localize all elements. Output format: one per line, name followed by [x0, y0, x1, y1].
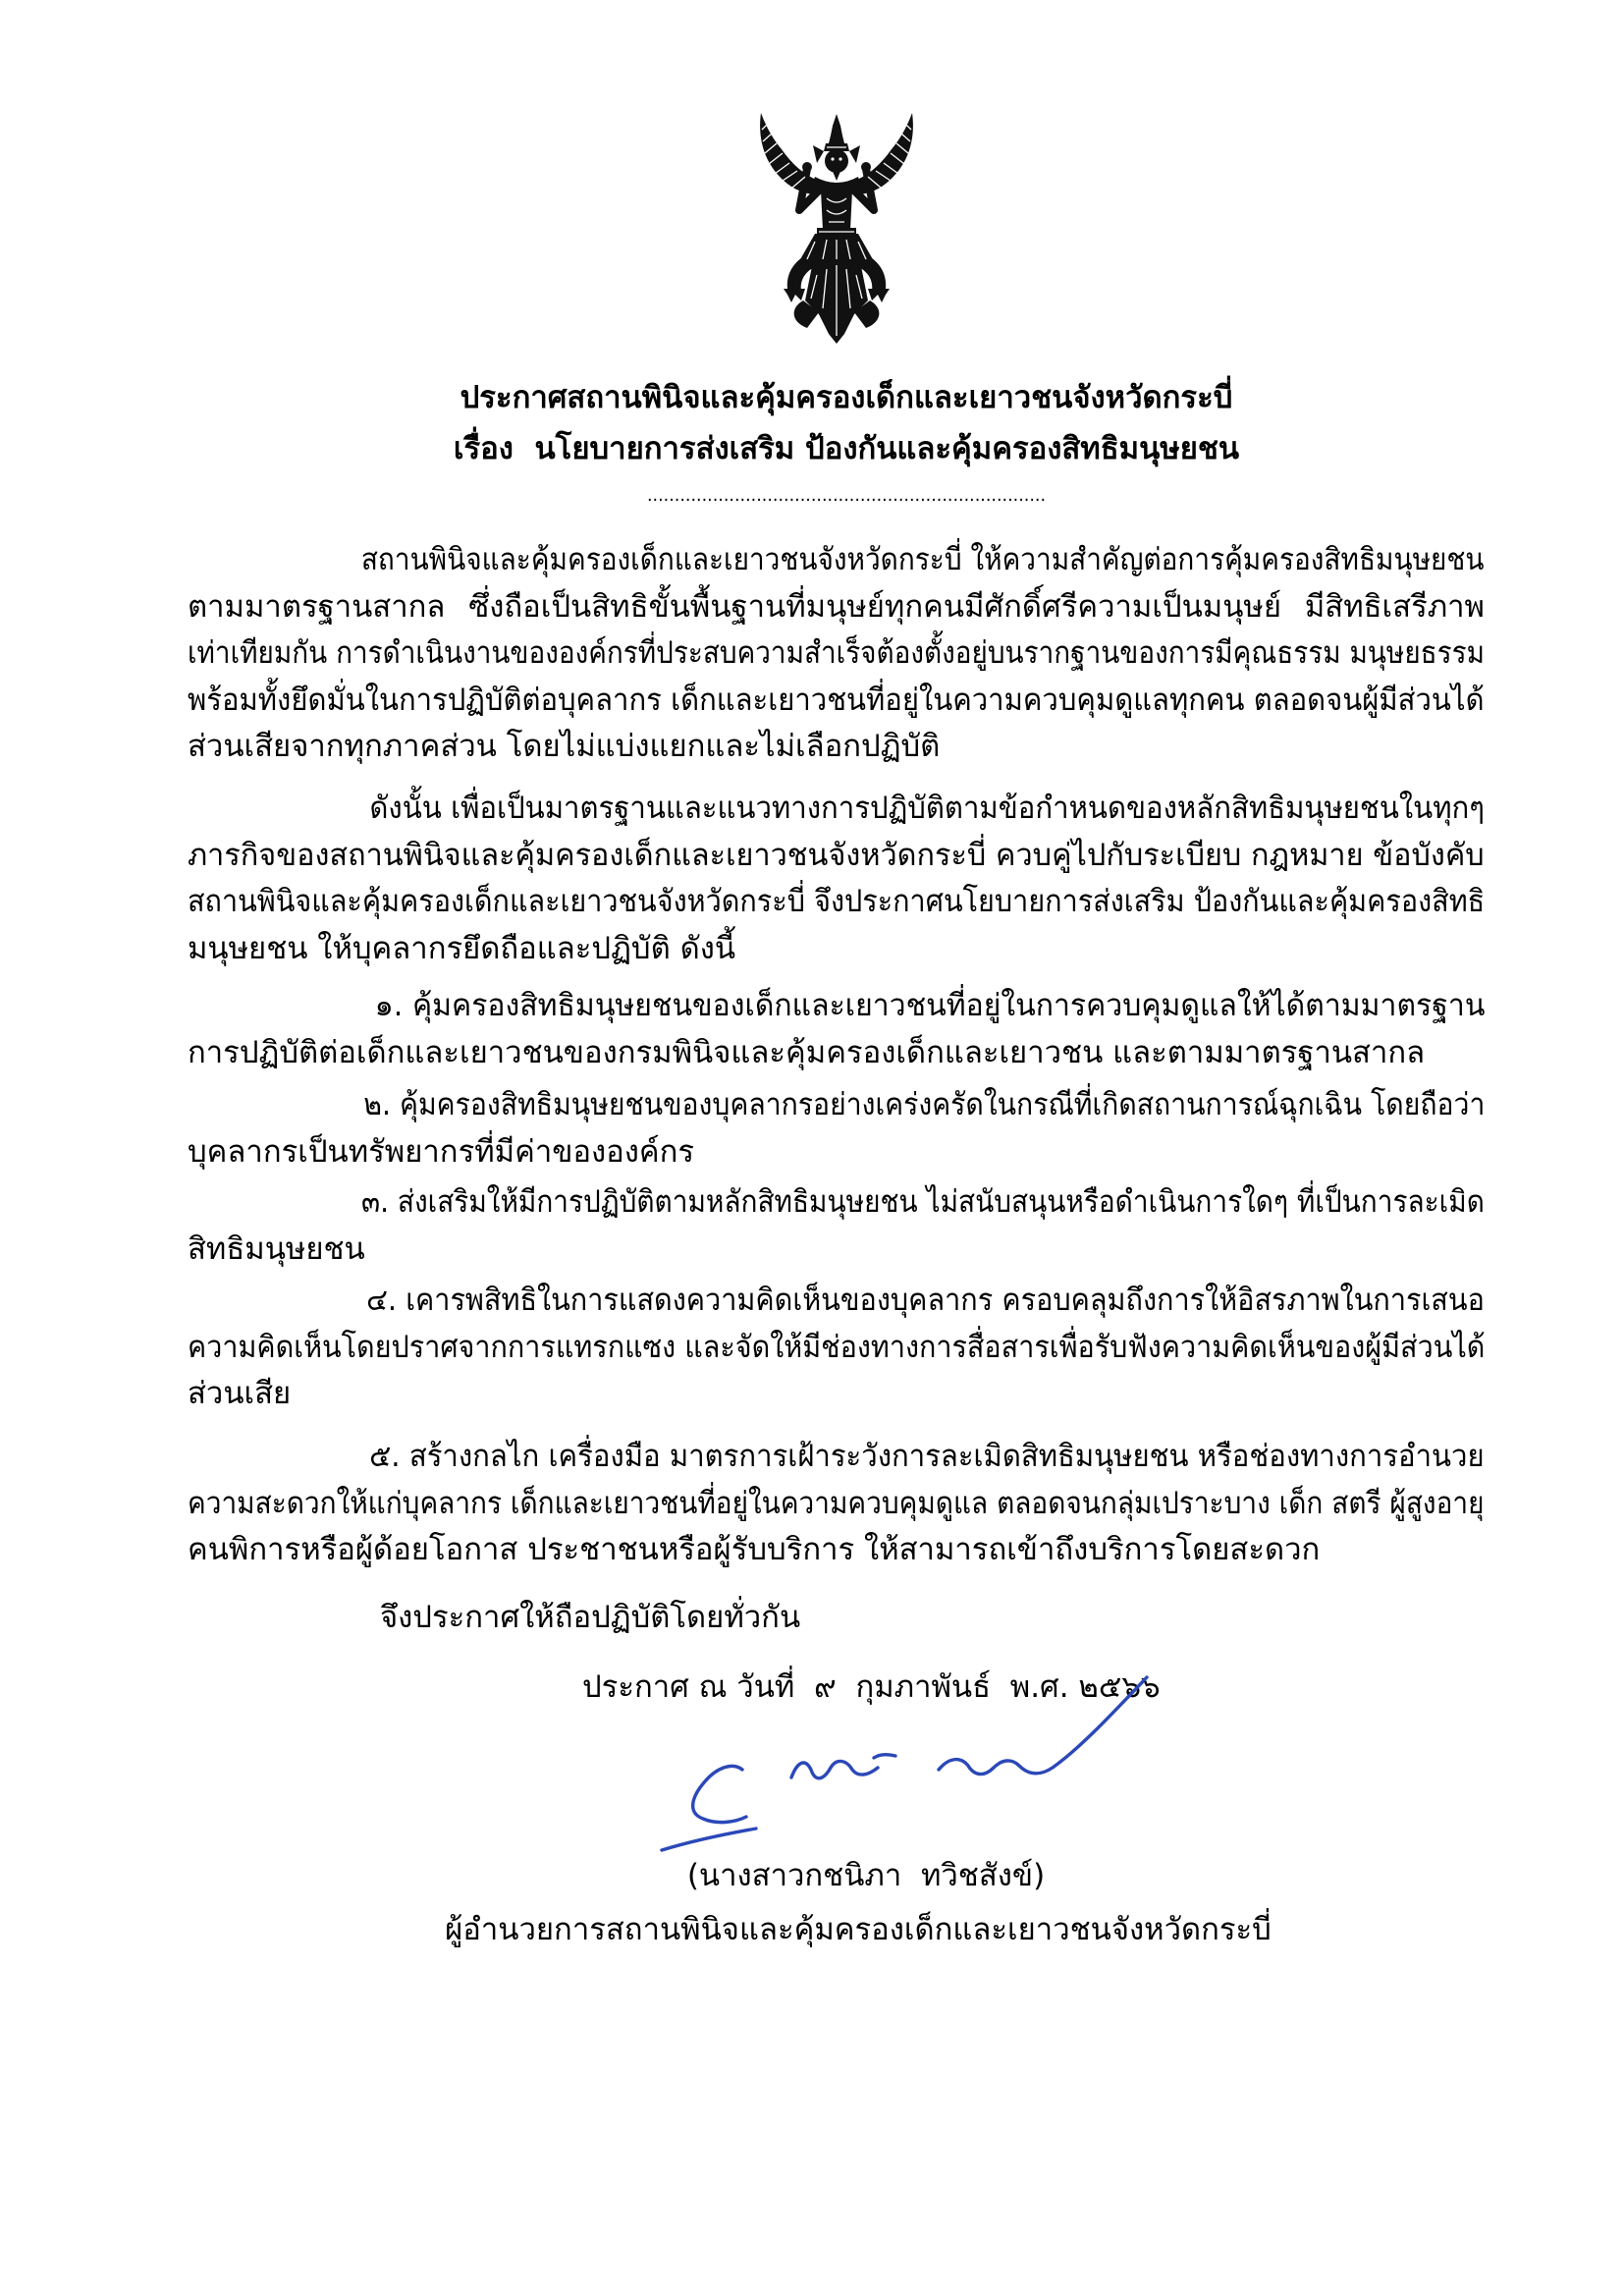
policy-intro-paragraph [188, 786, 1485, 972]
announcement-title: ประกาศสถานพินิจและคุ้มครองเด็กและเยาวชนจังหวัดกระบี่ [460, 380, 1233, 415]
policy-item-line: ๔. เคารพสิทธิในการแสดงความคิดเห็นของบุคลากร ครอบคลุมถึงการให้อิสรภาพในการเสนอ [366, 1283, 1485, 1318]
policy-item-line: ๑. คุ้มครองสิทธิมนุษยชนของเด็กและเยาวชนที่อยู่ในการควบคุมดูแลให้ได้ตามมาตรฐาน [374, 988, 1486, 1023]
announcement-subject: เรื่อง นโยบายการส่งเสริม ป้องกันและคุ้มครองสิทธิมนุษยชน [453, 431, 1240, 466]
intro-line: พร้อมทั้งยึดมั่นในการปฏิบัติต่อบุคลากร เด็กและเยาวชนที่อยู่ในความควบคุมดูแลทุกคน ตลอดจนผู้มีส่วนได้ [188, 682, 1485, 718]
policy-item-line: ๓. ส่งเสริมให้มีการปฏิบัติตามหลักสิทธิมนุษยชน ไม่สนับสนุนหรือดำเนินการใดๆ ที่เป็นการละเมิด [360, 1184, 1485, 1220]
handwritten-signature [648, 1660, 1159, 1856]
intro-line: เท่าเทียมกัน การดำเนินงานขององค์กรที่ประสบความสำเร็จต้องตั้งอยู่บนรากฐานของการมีคุณธรรม มนุษยธรรม [188, 635, 1486, 672]
policy-intro-line: มนุษยชน ให้บุคลากรยึดถือและปฏิบัติ ดังนี้ [188, 930, 736, 966]
intro-line: ส่วนเสียจากทุกภาคส่วน โดยไม่แบ่งแยกและไม่เลือกปฏิบัติ [188, 729, 941, 765]
closing-statement: จึงประกาศให้ถือปฏิบัติโดยทั่วกัน [380, 1600, 801, 1635]
signer-name: (นางสาวกชนิภา ทวิชสังข์) [686, 1858, 1046, 1893]
policy-item-line: ความคิดเห็นโดยปราศจากการแทรกแซง และจัดให้มีช่องทางการสื่อสารเพื่อรับฟังความคิดเห็นของผู้มีส่วนได้ [188, 1329, 1486, 1365]
policy-item-line: คนพิการหรือผู้ด้อยโอกาส ประชาชนหรือผู้รับบริการ ให้สามารถเข้าถึงบริการโดยสะดวก [188, 1532, 1321, 1568]
policy-intro-line: ดังนั้น เพื่อเป็นมาตรฐานและแนวทางการปฏิบัติตามข้อกำหนดของหลักสิทธิมนุษยชนในทุกๆ [369, 791, 1486, 826]
policy-item-line: ๕. สร้างกลไก เครื่องมือ มาตรการเฝ้าระวังการละเมิดสิทธิมนุษยชน หรือช่องทางการอำนวย [369, 1439, 1485, 1474]
policy-item-4 [188, 1278, 1485, 1418]
policy-item-3 [188, 1179, 1485, 1273]
garuda-emblem [758, 112, 915, 344]
policy-item-line: สิทธิมนุษยชน [188, 1230, 365, 1267]
title-separator: ......................................................................... [646, 486, 1047, 506]
policy-intro-line: สถานพินิจและคุ้มครองเด็กและเยาวชนจังหวัดกระบี่ จึงประกาศนโยบายการส่งเสริม ป้องกันและคุ้มครองสิทธิ [188, 884, 1486, 920]
intro-paragraph [188, 537, 1485, 771]
signer-position: ผู้อำนวยการสถานพินิจและคุ้มครองเด็กและเยาวชนจังหวัดกระบี่ [445, 1912, 1272, 1947]
policy-item-line: ความสะดวกให้แก่บุคลากร เด็กและเยาวชนที่อยู่ในความควบคุมดูแล ตลอดจนกลุ่มเปราะบาง เด็ก สตรี ผู้สูงอายุ [188, 1485, 1485, 1521]
intro-line: ตามมาตรฐานสากล ซึ่งถือเป็นสิทธิขั้นพื้นฐานที่มนุษย์ทุกคนมีศักดิ์ศรีความเป็นมนุษย์ มีสิทธิเสรีภาพ [188, 588, 1485, 625]
policy-item-line: การปฏิบัติต่อเด็กและเยาวชนของกรมพินิจและคุ้มครองเด็กและเยาวชน และตามมาตรฐานสากล [188, 1034, 1426, 1070]
policy-item-line: ๒. คุ้มครองสิทธิมนุษยชนของบุคลากรอย่างเคร่งครัดในกรณีที่เกิดสถานการณ์ฉุกเฉิน โดยถือว่า [363, 1087, 1486, 1122]
policy-item-1 [188, 983, 1485, 1076]
policy-item-line: ส่วนเสีย [188, 1376, 292, 1412]
policy-item-line: บุคลากรเป็นทรัพยากรที่มีค่าขององค์กร [188, 1133, 695, 1170]
intro-line: สถานพินิจและคุ้มครองเด็กและเยาวชนจังหวัดกระบี่ ให้ความสำคัญต่อการคุ้มครองสิทธิมนุษยชน [360, 542, 1485, 577]
announcement-date: ประกาศ ณ วันที่ ๙ กุมภาพันธ์ พ.ศ. ๒๕๖๖ [582, 1669, 1161, 1705]
policy-intro-line: ภารกิจของสถานพินิจและคุ้มครองเด็กและเยาวชนจังหวัดกระบี่ ควบคู่ไปกับระเบียบ กฎหมาย ข้อบังคับ [188, 837, 1485, 873]
policy-item-2 [188, 1082, 1485, 1175]
policy-item-5 [188, 1434, 1485, 1574]
